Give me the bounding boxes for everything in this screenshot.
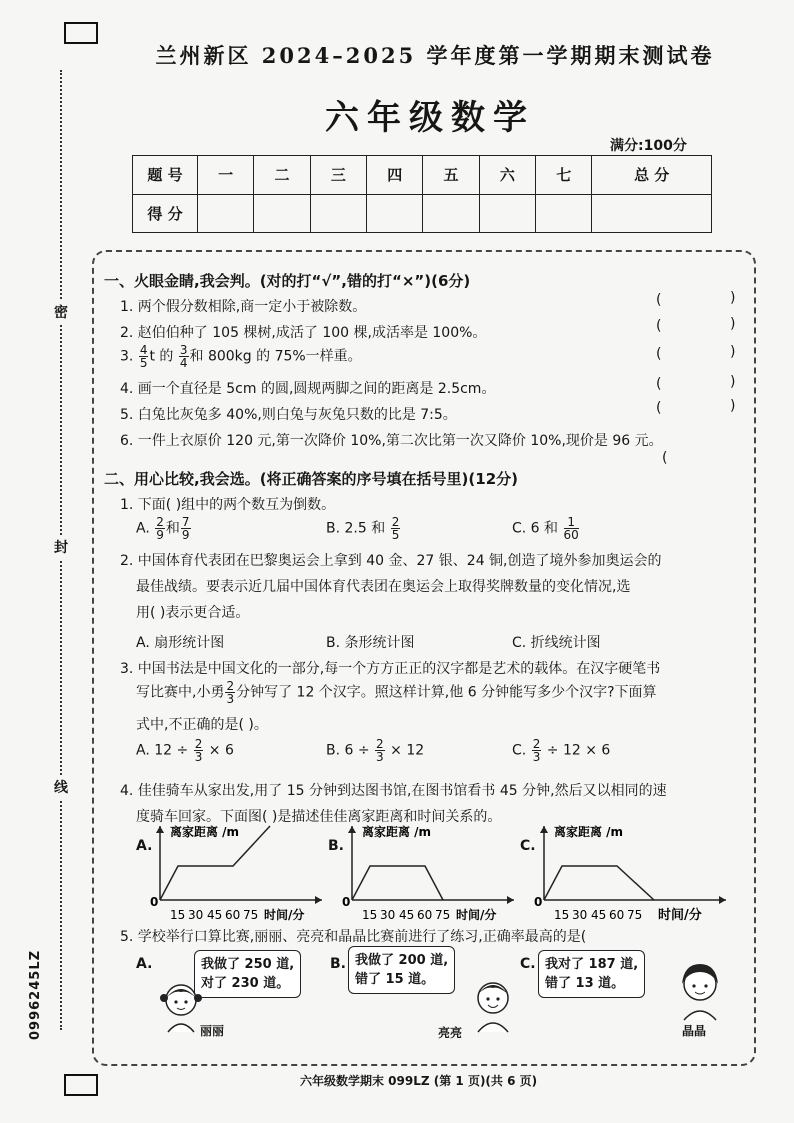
x-axis-arrow bbox=[315, 896, 322, 904]
score-head-cell: 六 bbox=[479, 156, 535, 195]
score-cell[interactable] bbox=[367, 194, 423, 233]
frac bbox=[155, 516, 165, 541]
answer-paren-open: ( bbox=[662, 450, 668, 466]
frac-den: 9 bbox=[156, 528, 164, 542]
s2-q4-line2: 度骑车回家。下面图( )是描述佳佳离家距离和时间关系的。 bbox=[136, 809, 502, 825]
s1-q1: 1. 两个假分数相除,商一定小于被除数。 bbox=[120, 299, 367, 315]
s1-q3 bbox=[120, 344, 362, 369]
tick-label: 15 bbox=[362, 908, 378, 922]
tick-label: 15 bbox=[170, 908, 186, 922]
q5-bubble-jingjing bbox=[538, 950, 645, 998]
and-text: 和 bbox=[165, 520, 180, 537]
bubble-line: 我对了 187 道, bbox=[545, 957, 639, 972]
answer-paren-close: ) bbox=[730, 398, 736, 414]
exam-title: 兰州新区 2024–2025 学年度第一学期期末测试卷 bbox=[155, 43, 715, 68]
frac-num: 2 bbox=[194, 737, 203, 751]
score-head-cell: 题 号 bbox=[133, 156, 198, 195]
graph-b bbox=[344, 824, 522, 928]
s1-q2: 2. 赵伯伯种了 105 棵树,成活了 100 棵,成活率是 100%。 bbox=[120, 325, 487, 341]
score-cell[interactable] bbox=[198, 194, 254, 233]
frac bbox=[391, 516, 401, 541]
y-axis-label: 离家距离 /m bbox=[554, 825, 624, 839]
score-head-cell: 二 bbox=[254, 156, 310, 195]
q5-option-b-label: B. bbox=[330, 956, 346, 972]
tick-label: 75 bbox=[243, 908, 259, 922]
s2-q2-line1: 2. 中国体育代表团在巴黎奥运会上拿到 40 金、27 银、24 铜,创造了境外参加奥运会的 bbox=[120, 553, 662, 569]
score-row-values bbox=[133, 194, 712, 233]
text: 写比赛中,小勇 bbox=[136, 684, 225, 701]
q5-name-jingjing: 晶晶 bbox=[682, 1024, 707, 1038]
tick-label: 75 bbox=[627, 908, 643, 922]
score-cell[interactable] bbox=[479, 194, 535, 233]
side-code: 0996245LZ bbox=[28, 949, 43, 1040]
answer-paren-open: ( bbox=[656, 400, 662, 416]
corner-box-top bbox=[64, 22, 98, 44]
score-head-cell: 总 分 bbox=[592, 156, 712, 195]
side-feng: 封 bbox=[54, 535, 68, 559]
bubble-line: 错了 15 道。 bbox=[355, 972, 435, 987]
tick-label: 75 bbox=[435, 908, 451, 922]
tick-label: 30 bbox=[572, 908, 588, 922]
x-axis-arrow bbox=[507, 896, 514, 904]
boy-liangliang-icon bbox=[468, 976, 518, 1034]
answer-paren-close: ) bbox=[730, 374, 736, 390]
score-cell[interactable] bbox=[536, 194, 592, 233]
frac bbox=[564, 516, 579, 541]
s2-q2-option-a: A. 扇形统计图 bbox=[136, 635, 225, 651]
graph-c-line bbox=[544, 866, 654, 900]
s1-q3-text2: 和 800kg 的 75%一样重。 bbox=[189, 348, 362, 365]
tick-label: 45 bbox=[207, 908, 223, 922]
graph-c bbox=[536, 824, 734, 928]
s2-q3-line1: 3. 中国书法是中国文化的一部分,每一个方方正正的汉字都是艺术的载体。在汉字硬笔书 bbox=[120, 661, 661, 677]
tick-label: 45 bbox=[399, 908, 415, 922]
score-head-cell: 七 bbox=[536, 156, 592, 195]
score-cell[interactable] bbox=[254, 194, 310, 233]
answer-paren-open: ( bbox=[656, 376, 662, 392]
s2-q2-line2: 最佳战绩。要表示近几届中国体育代表团在奥运会上取得奖牌数量的变化情况,选 bbox=[136, 579, 631, 595]
x-axis-label: 时间/分 bbox=[456, 908, 497, 922]
s1-q3-num: 3. bbox=[120, 348, 134, 365]
origin-label: 0 bbox=[534, 895, 543, 909]
exam-area bbox=[92, 250, 756, 1066]
tick-label: 15 bbox=[554, 908, 570, 922]
s2-q3-option-b bbox=[326, 738, 424, 763]
s2-q2-option-c: C. 折线统计图 bbox=[512, 635, 601, 651]
score-head-cell: 五 bbox=[423, 156, 479, 195]
frac-num: 1 bbox=[564, 516, 579, 529]
subject-title: 六年级数学 bbox=[325, 98, 535, 138]
side-mi: 密 bbox=[54, 300, 68, 324]
frac-num: 2 bbox=[376, 737, 384, 751]
bubble-line: 我做了 200 道, bbox=[355, 953, 449, 968]
y-axis-label: 离家距离 /m bbox=[362, 825, 432, 839]
frac-den: 3 bbox=[226, 692, 235, 706]
frac-den: 4 bbox=[179, 356, 188, 370]
s1-q6: 6. 一件上衣原价 120 元,第一次降价 10%,第二次比第一次又降价 10%,现价是 96 元。 bbox=[120, 433, 663, 449]
frac-den: 3 bbox=[194, 750, 203, 764]
q5-option-a-label: A. bbox=[136, 956, 153, 972]
frac-den: 9 bbox=[181, 528, 190, 542]
score-cell[interactable] bbox=[423, 194, 479, 233]
q5-option-c-label: C. bbox=[520, 956, 536, 972]
score-head-cell: 一 bbox=[198, 156, 254, 195]
y-axis-arrow bbox=[348, 826, 356, 833]
s2-q3-line2 bbox=[136, 680, 657, 705]
s2-q5: 5. 学校举行口算比赛,丽丽、亮亮和晶晶比赛前进行了练习,正确率最高的是( bbox=[120, 929, 587, 945]
x-axis-label: 时间/分 bbox=[658, 908, 702, 923]
tick-label: 60 bbox=[225, 908, 241, 922]
s2-q1-option-b bbox=[326, 516, 401, 541]
answer-paren-close: ) bbox=[730, 290, 736, 306]
origin-label: 0 bbox=[150, 895, 159, 909]
q5-bubble-lili bbox=[194, 950, 301, 998]
s2-q3-option-a bbox=[136, 738, 234, 763]
graph-a-label: A. bbox=[136, 838, 153, 854]
side-xian: 线 bbox=[54, 775, 68, 799]
s2-q2-option-b: B. 条形统计图 bbox=[326, 635, 415, 651]
corner-box-bottom bbox=[64, 1074, 98, 1096]
frac-den: 5 bbox=[391, 528, 400, 542]
girl-lili-icon bbox=[156, 978, 206, 1034]
answer-paren-open: ( bbox=[656, 346, 662, 362]
s2-q1-option-a bbox=[136, 516, 192, 541]
y-axis-label: 离家距离 /m bbox=[170, 825, 240, 839]
full-mark: 满分:100分 bbox=[610, 138, 687, 154]
frac-den: 3 bbox=[532, 750, 541, 764]
s2-q4-line1: 4. 佳佳骑车从家出发,用了 15 分钟到达图书馆,在图书馆看书 45 分钟,然后又以相同的速 bbox=[120, 783, 667, 799]
frac-num: 2 bbox=[391, 515, 400, 529]
origin-label: 0 bbox=[342, 895, 351, 909]
score-table bbox=[132, 155, 712, 233]
option-letter: A. bbox=[136, 520, 150, 537]
score-row-header bbox=[133, 156, 712, 195]
y-axis-arrow bbox=[540, 826, 548, 833]
answer-paren-open: ( bbox=[656, 292, 662, 308]
option-text: C. bbox=[512, 742, 527, 759]
q5-name-lili: 丽丽 bbox=[200, 1024, 225, 1038]
frac bbox=[532, 738, 542, 763]
tick-label: 30 bbox=[380, 908, 396, 922]
option-text: ÷ 12 × 6 bbox=[546, 742, 611, 759]
s2-q1: 1. 下面( )组中的两个数互为倒数。 bbox=[120, 497, 336, 513]
score-cell[interactable] bbox=[310, 194, 366, 233]
y-axis-arrow bbox=[156, 826, 164, 833]
option-text: A. 12 ÷ bbox=[136, 742, 189, 759]
score-head-cell: 四 bbox=[367, 156, 423, 195]
frac bbox=[225, 680, 235, 705]
s1-q3-frac1 bbox=[139, 344, 149, 369]
tick-label: 60 bbox=[609, 908, 625, 922]
frac-num: 2 bbox=[156, 515, 164, 529]
s2-q3-option-c bbox=[512, 738, 610, 763]
frac-num: 3 bbox=[179, 343, 188, 357]
graph-b-line bbox=[352, 866, 443, 900]
answer-paren-close: ) bbox=[730, 316, 736, 332]
frac bbox=[375, 738, 385, 763]
bubble-line: 我做了 250 道, bbox=[201, 957, 295, 972]
s2-q1-option-c bbox=[512, 516, 580, 541]
frac-den: 5 bbox=[139, 356, 148, 370]
text: 分钟写了 12 个汉字。照这样计算,他 6 分钟能写多少个汉字?下面算 bbox=[236, 684, 657, 701]
s1-q3-frac2 bbox=[179, 344, 189, 369]
answer-paren-close: ) bbox=[730, 344, 736, 360]
frac bbox=[181, 516, 191, 541]
s1-q5: 5. 白兔比灰兔多 40%,则白兔与灰兔只数的比是 7:5。 bbox=[120, 407, 457, 423]
frac-den: 60 bbox=[563, 528, 579, 542]
s2-q3-line3: 式中,不正确的是( )。 bbox=[136, 717, 268, 733]
section1-title: 一、火眼金睛,我会判。(对的打“√”,错的打“×”)(6分) bbox=[104, 272, 471, 290]
q5-name-liangliang: 亮亮 bbox=[438, 1026, 463, 1040]
graph-c-label: C. bbox=[520, 838, 536, 854]
score-cell[interactable] bbox=[592, 194, 712, 233]
x-axis-label: 时间/分 bbox=[264, 908, 305, 922]
s1-q4: 4. 画一个直径是 5cm 的圆,圆规两脚之间的距离是 2.5cm。 bbox=[120, 381, 496, 397]
section2-title: 二、用心比较,我会选。(将正确答案的序号填在括号里)(12分) bbox=[104, 470, 518, 488]
answer-paren-open: ( bbox=[656, 318, 662, 334]
x-axis-arrow bbox=[719, 896, 726, 904]
bubble-line: 对了 230 道。 bbox=[201, 976, 290, 991]
option-text: × 12 bbox=[390, 742, 425, 759]
frac-num: 2 bbox=[532, 737, 541, 751]
score-row-label: 得 分 bbox=[133, 194, 198, 233]
tick-label: 60 bbox=[417, 908, 433, 922]
tick-label: 30 bbox=[188, 908, 204, 922]
frac-num: 2 bbox=[226, 679, 235, 693]
frac-num: 7 bbox=[181, 515, 190, 529]
page-footer: 六年级数学期末 099LZ (第 1 页)(共 6 页) bbox=[300, 1074, 538, 1088]
option-text: B. 6 ÷ bbox=[326, 742, 370, 759]
frac bbox=[194, 738, 204, 763]
option-text: × 6 bbox=[208, 742, 234, 759]
q5-bubble-liangliang bbox=[348, 946, 455, 994]
s1-q3-text1: t 的 bbox=[149, 348, 174, 365]
girl-jingjing-icon bbox=[672, 960, 728, 1022]
option-text: B. 2.5 和 bbox=[326, 520, 386, 537]
s2-q2-line3: 用( )表示更合适。 bbox=[136, 605, 250, 621]
graph-b-label: B. bbox=[328, 838, 344, 854]
tick-label: 45 bbox=[591, 908, 607, 922]
score-head-cell: 三 bbox=[310, 156, 366, 195]
graph-a bbox=[152, 824, 330, 928]
frac-den: 3 bbox=[376, 750, 384, 764]
bubble-line: 错了 13 道。 bbox=[545, 976, 625, 991]
option-text: C. 6 和 bbox=[512, 520, 559, 537]
frac-num: 4 bbox=[139, 343, 148, 357]
